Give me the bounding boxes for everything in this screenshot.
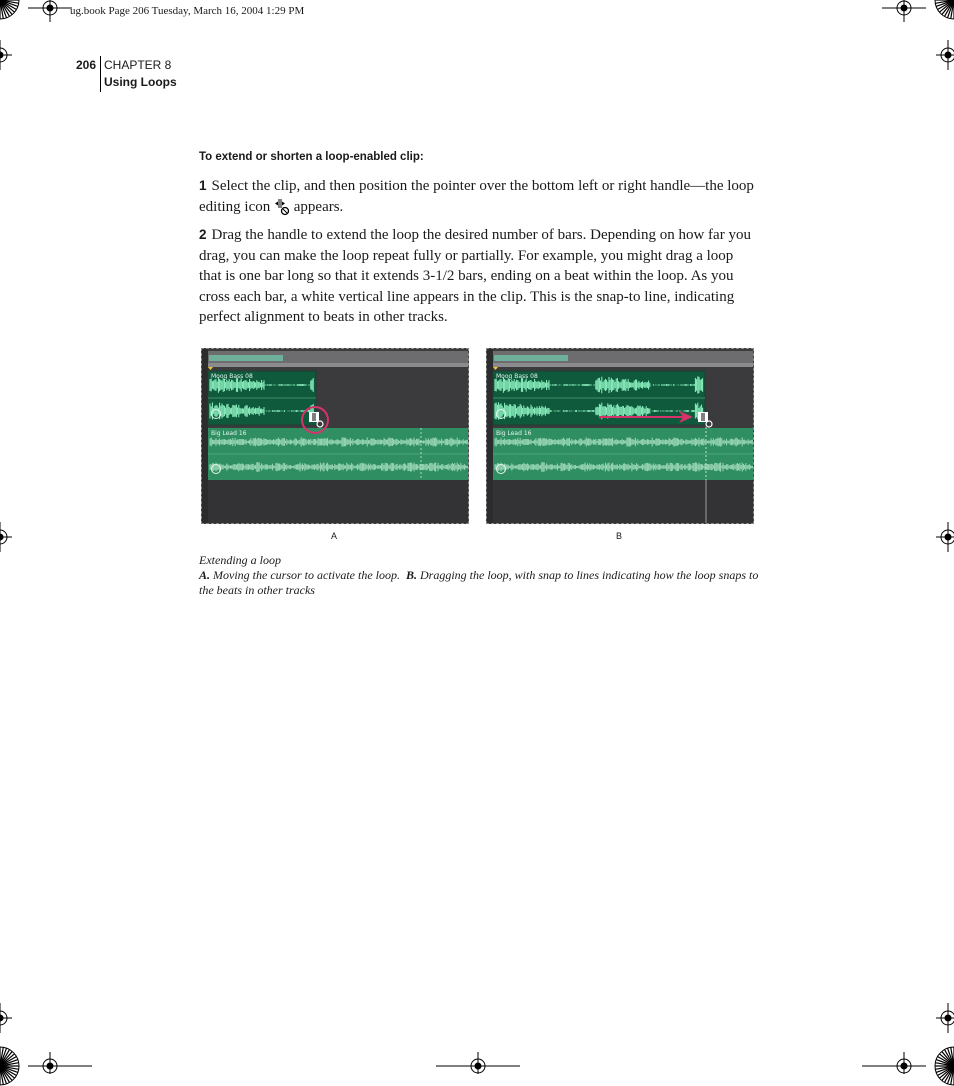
starburst-icon [934,0,954,20]
registration-mark-icon [936,1003,954,1033]
caption-b-label: B. [406,568,417,582]
step-2 [199,225,755,328]
figure-panel-a [201,348,469,524]
loop-edit-icon [274,198,290,216]
chapter-title: Using Loops [104,75,177,89]
registration-mark-icon [936,522,954,552]
step-text: Select the clip, and then position the pointer over the bottom left or right handle—the loop editing icon [199,178,754,215]
registration-mark-icon [28,0,72,22]
caption-title: Extending a loop [199,553,759,568]
page-number: 206 [70,58,96,72]
registration-mark-icon [436,1052,520,1074]
starburst-icon [0,1046,20,1086]
figure-label-a: A [331,531,337,541]
timeline-screenshot [487,349,753,523]
procedure-title: To extend or shorten a loop-enabled clip: [199,151,424,163]
clip-name: Moog Bass 08 [496,373,538,380]
caption-a-text: Moving the cursor to activate the loop. [213,568,400,582]
caption-b-text: Dragging the loop, with snap to lines indicating how the loop snaps to the beats in other tracks [199,568,758,597]
step-number: 1 [199,178,207,193]
clip-name: Big Lead 16 [496,430,532,437]
chapter-label: CHAPTER 8 [104,58,171,72]
starburst-icon [934,1046,954,1086]
step-1 [199,176,755,217]
registration-mark-icon [862,1052,926,1074]
figure-panel-b [486,348,754,524]
timeline-screenshot [202,349,468,523]
registration-mark-icon [0,1003,12,1033]
header-divider [100,56,101,92]
registration-mark-icon [882,0,926,22]
step-text: Drag the handle to extend the loop the desired number of bars. Depending on how far you drag, you can make the loop repeat fully or partially. For example, you might drag a loop that is one bar long so that it extends 3-1/2 bars, ending on a beat within the loop. As you cross each bar, a white vertical line appears in the clip. This is the snap-to line, indicating perfect alignment to beats in other tracks. [199,227,751,325]
caption-text [199,568,759,598]
registration-mark-icon [28,1052,92,1074]
registration-mark-icon [936,40,954,70]
print-slug: ug.book Page 206 Tuesday, March 16, 2004 1:29 PM [70,5,304,17]
caption-a-label: A. [199,568,210,582]
registration-mark-icon [0,40,12,70]
registration-mark-icon [0,522,12,552]
clip-name: Moog Bass 08 [211,373,253,380]
step-number: 2 [199,227,207,242]
figure-label-b: B [616,531,622,541]
starburst-icon [0,0,20,20]
clip-name: Big Lead 16 [211,430,247,437]
step-text-end: appears. [290,199,343,215]
